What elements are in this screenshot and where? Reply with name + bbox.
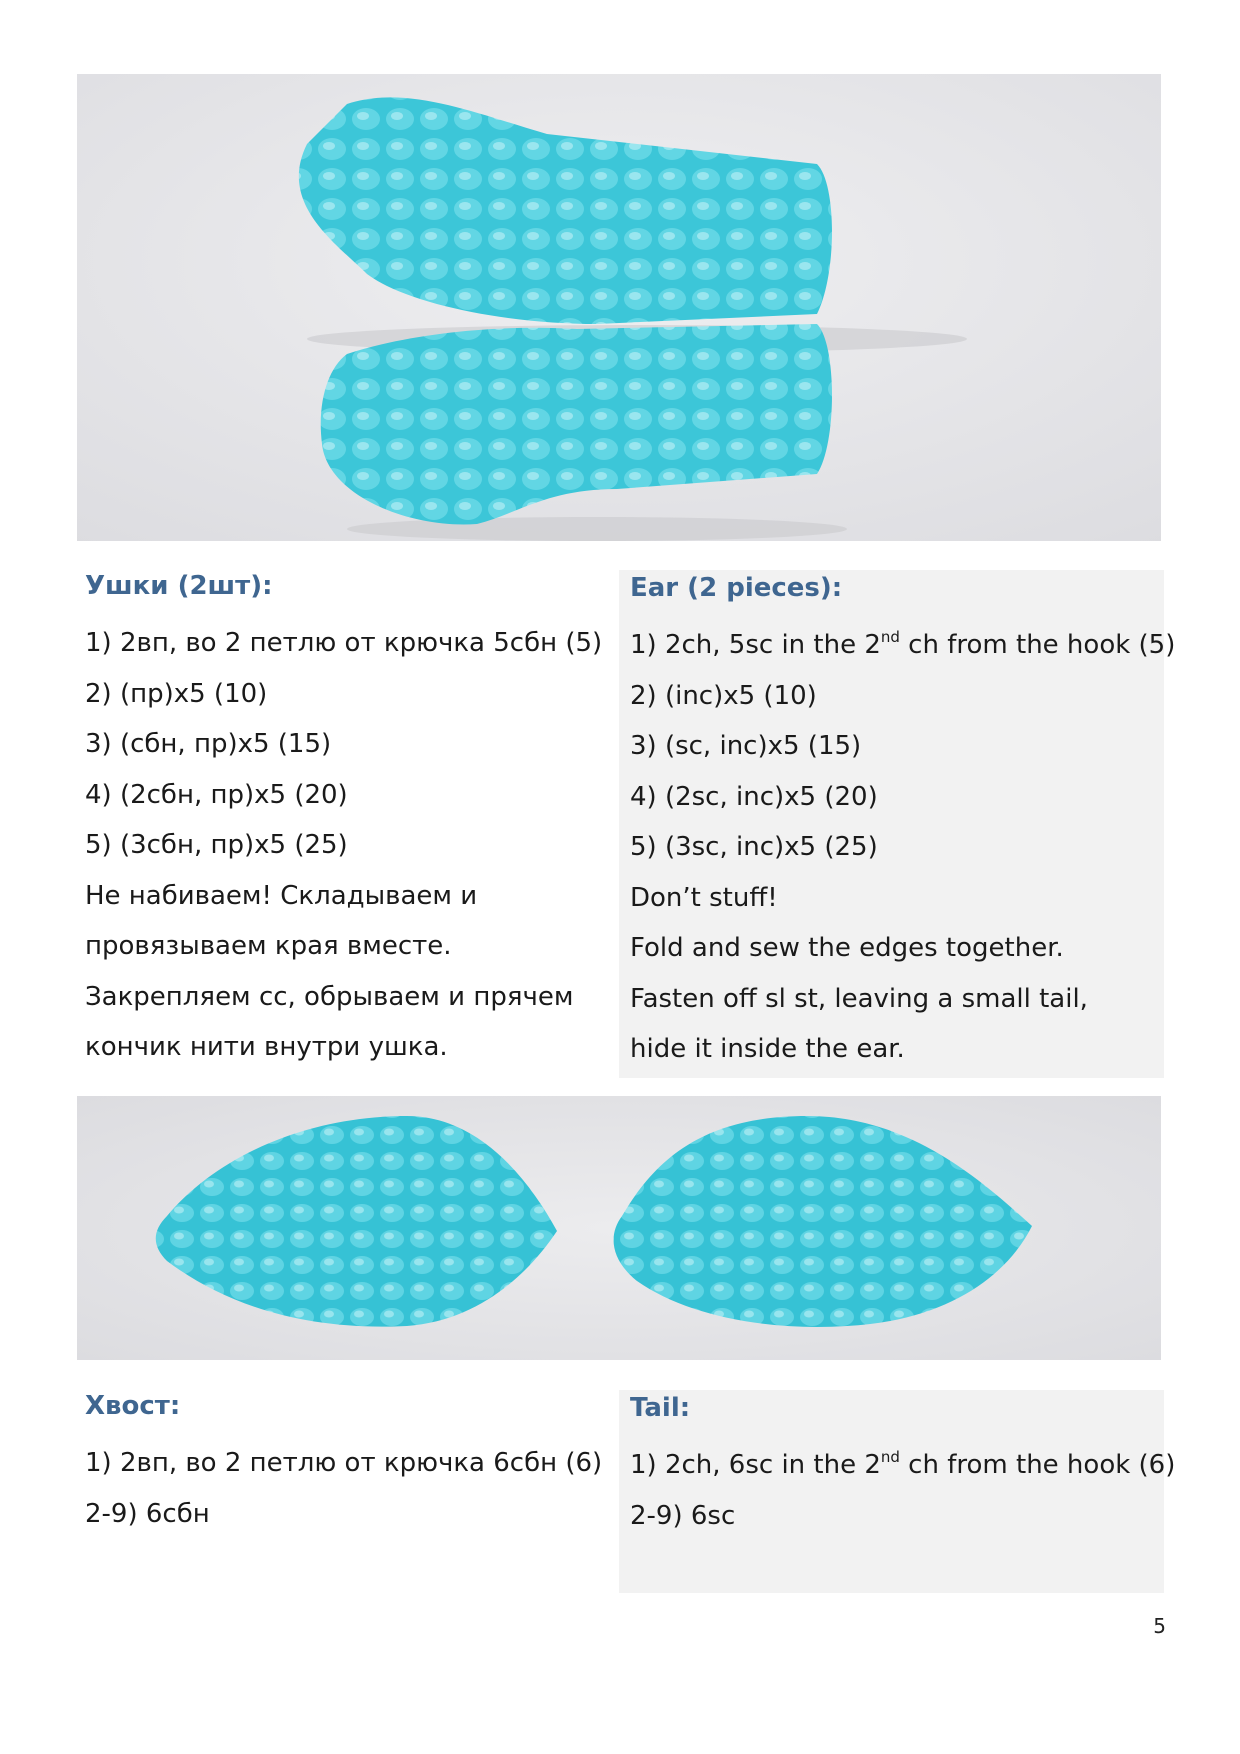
ears-note-2-en: Fold and sew the edges together. (630, 933, 1064, 963)
tail-step-1-ru: 1) 2вп, во 2 петлю от крючка 6сбн (6) (85, 1448, 603, 1478)
ears-title-en: Ear (2 pieces): (630, 573, 843, 603)
ears-note-1-en: Don’t stuff! (630, 882, 778, 913)
tail-title-en: Tail: (630, 1393, 691, 1423)
ears-step-4-en: 4) (2sc, inc)x5 (20) (630, 781, 878, 812)
ears-note-3-ru: Закрепляем сс, обрываем и прячем (85, 981, 574, 1012)
ears-note-2-ru: провязываем края вместе. (85, 931, 452, 961)
ears-title-ru: Ушки (2шт): (85, 571, 273, 601)
ears-step-5-en: 5) (3sc, inc)x5 (25) (630, 832, 878, 862)
ears-step-1-en: 1) 2ch, 5sc in the 2nd ch from the hook (5) (630, 628, 1176, 660)
ears-note-3-en: Fasten off sl st, leaving a small tail, (630, 983, 1088, 1014)
ears-section-ru (77, 568, 615, 1078)
photo-crochet-ears-bottom (77, 1096, 1161, 1360)
ears-step-3-ru: 3) (сбн, пр)х5 (15) (85, 729, 332, 759)
ears-step-2-en: 2) (inc)x5 (10) (630, 680, 817, 711)
ears-step-5-ru: 5) (3сбн, пр)х5 (25) (85, 830, 348, 860)
ears-section-en (619, 570, 1176, 1078)
ears-note-4-en: hide it inside the ear. (630, 1034, 905, 1064)
ears-step-1-ru: 1) 2вп, во 2 петлю от крючка 5сбн (5) (85, 628, 603, 658)
tail-step-2-en: 2-9) 6sc (630, 1500, 736, 1531)
ears-note-4-ru: кончик нити внутри ушка. (85, 1032, 448, 1062)
tail-title-ru: Хвост: (85, 1391, 181, 1421)
ears-step-2-ru: 2) (пр)х5 (10) (85, 678, 268, 709)
ears-step-3-en: 3) (sc, inc)x5 (15) (630, 731, 862, 761)
tail-step-2-ru: 2-9) 6сбн (85, 1498, 210, 1529)
tail-section-en (619, 1390, 1176, 1593)
photo-crochet-pieces-top (77, 74, 1161, 541)
tail-step-1-en: 1) 2ch, 6sc in the 2nd ch from the hook (6) (630, 1448, 1176, 1480)
tail-section-ru (77, 1388, 615, 1593)
ears-note-1-ru: Не набиваем! Складываем и (85, 880, 478, 911)
ears-step-4-ru: 4) (2сбн, пр)х5 (20) (85, 779, 348, 810)
page-number: 5 (1153, 1614, 1166, 1638)
